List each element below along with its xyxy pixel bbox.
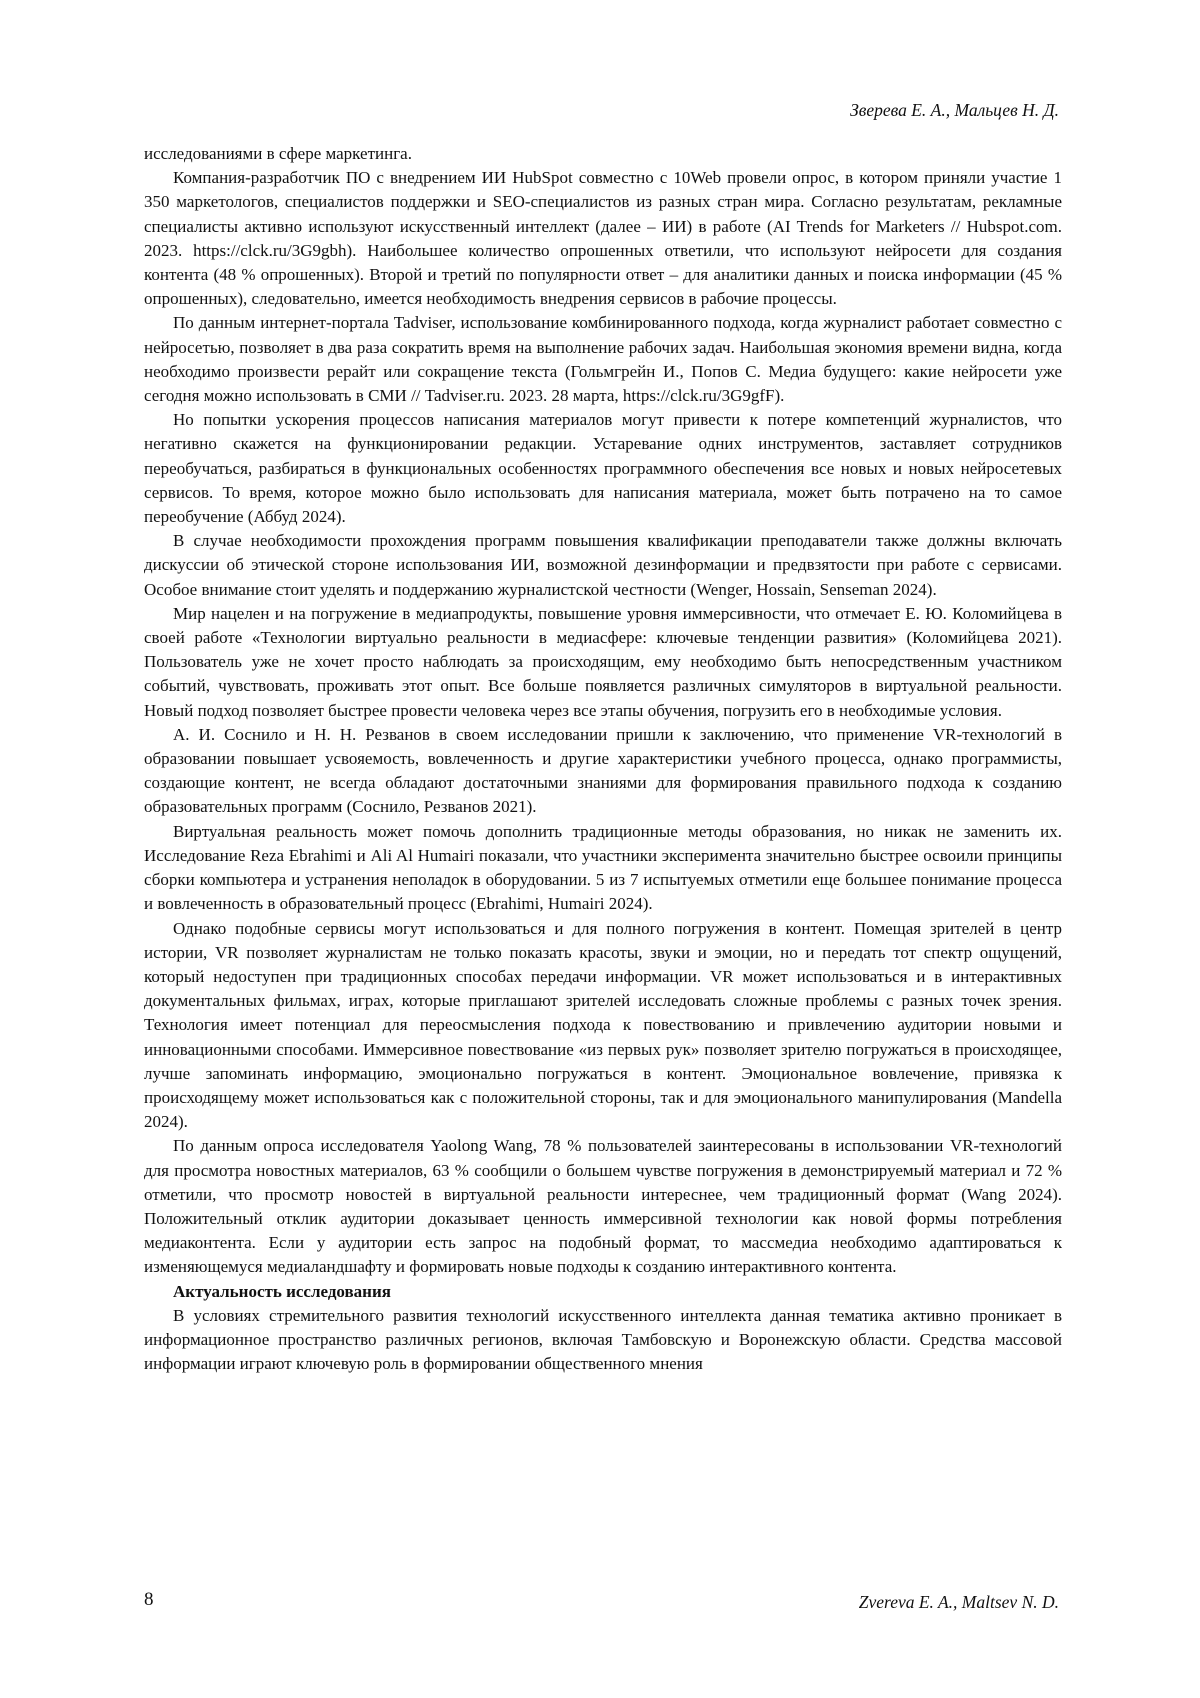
running-footer-authors: Zvereva E. A., Maltsev N. D. bbox=[858, 1592, 1059, 1612]
paragraph-continuation: исследованиями в сфере маркетинга. bbox=[144, 144, 412, 163]
section-heading: Актуальность исследования bbox=[173, 1281, 391, 1301]
paragraph-teacher-training: В случае необходимости прохождения программ повышения квалификации преподаватели также должны включать дискуссии об этической стороне использования ИИ, возможной дезинформации и предвзятости при работе с сервисами. Особое внимание стоит уделять и поддержанию журналистской честности (Wenger, Hossain, Senseman 2024). bbox=[144, 531, 1062, 599]
article-body bbox=[144, 142, 1062, 1376]
paragraph-wang-survey: По данным опроса исследователя Yaolong Wang, 78 % пользователей заинтересованы в использовании VR-технологий для просмотра новостных материалов, 63 % сообщили о большем чувстве погружения в демонстрируемый материал и 72 % отметили, что просмотр новостей в виртуальной реальности интереснее, чем традиционный формат (Wang 2024). Положительный отклик аудитории доказывает ценность иммерсивной технологии как новой формы потребления медиаконтента. Если у аудитории есть запрос на подобный формат, то массмедиа необходимо адаптироваться к изменяющемуся медиаландшафту и формировать новые подходы к созданию интерактивного контента. bbox=[144, 1136, 1062, 1277]
paragraph-relevance: В условиях стремительного развития технологий искусственного интеллекта данная тематика активно проникает в информационное пространство различных регионов, включая Тамбовскую и Воронежскую области. Средства массовой информации играют ключевую роль в формировании общественного мнения bbox=[144, 1305, 1062, 1374]
page-number: 8 bbox=[144, 1589, 154, 1610]
paragraph-tadviser: По данным интернет-портала Tadviser, использование комбинированного подхода, когда журналист работает совместно с нейросетью, позволяет в два раза сократить время на выполнение рабочих задач. Наибольшая экономия времени видна, когда необходимо произвести рерайт или сокращение текста (Гольмгрейн И., Попов С. Медиа будущего: какие нейросети уже сегодня можно использовать в СМИ // Tadviser.ru. 2023. 28 марта, https://clck.ru/3G9gfF). bbox=[144, 313, 1062, 406]
paragraph-hubspot-survey: Компания-разработчик ПО с внедрением ИИ HubSpot совместно с 10Web провели опрос, в котором приняли участие 1 350 маркетологов, специалистов поддержки и SEO-специалистов из разных стран мира. Согласно результатам, рекламные специалисты активно используют искусственный интеллект (далее – ИИ) в работе (AI Trends for Marketers // Hubspot.com. 2023. https://clck.ru/3G9gbh). Наибольшее количество опрошенных ответили, что используют нейросети для создания контента (48 % опрошенных). Второй и третий по популярности ответ – для аналитики данных и поиска информации (45 % опрошенных), следовательно, имеется необходимость внедрения сервисов в рабочие процессы. bbox=[144, 168, 1062, 309]
paragraph-vr-journalism: Однако подобные сервисы могут использоваться и для полного погружения в контент. Помещая зрителей в центр истории, VR позволяет журналистам не только показать красоты, звуки и эмоции, но и передать тот спектр ощущений, который недоступен при традиционных способах передачи информации. VR может использоваться и в интерактивных документальных фильмах, играх, которые приглашают зрителей исследовать сложные проблемы с разных точек зрения. Технология имеет потенциал для переосмысления подхода к повествованию и привлечению аудитории новыми и инновационными способами. Иммерсивное повествование «из первых рук» позволяет зрителю погружаться в происходящее, лучше запоминать информацию, эмоционально погружаться в контент. Эмоциональное вовлечение, привязка к происходящему может использоваться как с положительной стороны, так и для эмоционального манипулирования (Mandella 2024). bbox=[144, 918, 1062, 1132]
running-header-authors: Зверева Е. А., Мальцев Н. Д. bbox=[850, 100, 1059, 120]
paragraph-vr-education: А. И. Соснило и Н. Н. Резванов в своем исследовании пришли к заключению, что применение VR-технологий в образовании повышает усвояемость, вовлеченность и другие характеристики учебного процесса, однако программисты, создающие контент, не всегда обладают достаточными знаниями для формирования правильного подхода к созданию образовательных программ (Соснило, Резванов 2021). bbox=[144, 724, 1062, 817]
paragraph-vr-experiment: Виртуальная реальность может помочь дополнить традиционные методы образования, но никак не заменить их. Исследование Reza Ebrahimi и Ali Al Humairi показали, что участники эксперимента значительно быстрее освоили принципы сборки компьютера и устранения неполадок в оборудовании. 5 из 7 испытуемых отметили еще большее понимание процесса и вовлеченность в образовательный процесс (Ebrahimi, Humairi 2024). bbox=[144, 821, 1062, 914]
paragraph-competence-loss: Но попытки ускорения процессов написания материалов могут привести к потере компетенций журналистов, что негативно скажется на функционировании редакции. Устаревание одних инструментов, заставляет сотрудников переобучаться, разбираться в функциональных особенностях программного обеспечения все новых и новых нейросетевых сервисов. То время, которое можно было использовать для написания материала, может быть потрачено на то самое переобучение (Аббуд 2024). bbox=[144, 410, 1062, 527]
paragraph-immersion: Мир нацелен и на погружение в медиапродукты, повышение уровня иммерсивности, что отмечает Е. Ю. Коломийцева в своей работе «Технологии виртуально реальности в медиасфере: ключевые тенденции развития» (Коломийцева 2021). Пользователь уже не хочет просто наблюдать за происходящим, ему необходимо быть непосредственным участником событий, чувствовать, проживать этот опыт. Все больше появляется различных симуляторов в виртуальной реальности. Новый подход позволяет быстрее провести человека через все этапы обучения, погрузить его в необходимые условия. bbox=[144, 603, 1062, 720]
